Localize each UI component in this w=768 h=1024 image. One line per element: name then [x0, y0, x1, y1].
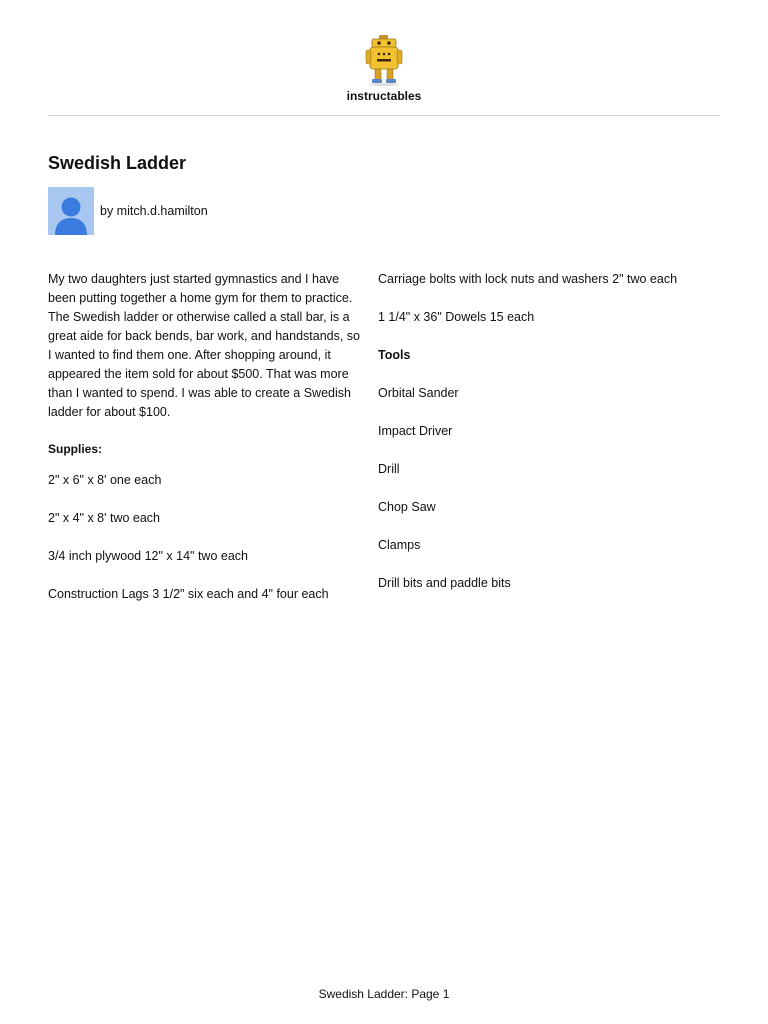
tool-item: Orbital Sander [378, 386, 459, 400]
supply-item: 1 1/4" x 36" Dowels 15 each [378, 310, 535, 324]
header-divider [48, 115, 720, 116]
page-title: Swedish Ladder [48, 153, 187, 173]
left-column [48, 270, 364, 623]
tool-item: Drill [378, 462, 400, 476]
tool-item: Clamps [378, 538, 421, 552]
tool-item: Chop Saw [378, 500, 436, 514]
right-column [378, 270, 698, 612]
supply-item: 2" x 6" x 8' one each [48, 473, 162, 487]
page-header [0, 0, 768, 108]
supply-item: Carriage bolts with lock nuts and washers 2" two each [378, 272, 678, 286]
supplies-heading: Supplies: [48, 442, 103, 456]
author-byline: by mitch.d.hamilton [100, 204, 208, 218]
brand-name[interactable]: instructables [346, 89, 422, 103]
instructables-robot-logo-icon [364, 34, 404, 86]
tool-item: Drill bits and paddle bits [378, 576, 511, 590]
page-footer: Swedish Ladder: Page 1 [318, 987, 450, 1001]
user-avatar-icon [48, 187, 94, 235]
intro-paragraph: My two daughters just started gymnastics and I have been putting together a home gym for them to practice. The Swedish ladder or otherwise called a stall bar, is a great aide for back bends, bar work, and handstands, so I wanted to find them one. After shopping around, it appeared the item sold for about $500. That was more than I wanted to spend. I was able to create a Swedish ladder for about $100. [48, 272, 360, 419]
supply-item: Construction Lags 3 1/2" six each and 4" four each [48, 587, 329, 601]
supply-item: 2" x 4" x 8' two each [48, 511, 161, 525]
tool-item: Impact Driver [378, 424, 453, 438]
tools-heading: Tools [378, 348, 411, 362]
supply-item: 3/4 inch plywood 12" x 14" two each [48, 549, 248, 563]
